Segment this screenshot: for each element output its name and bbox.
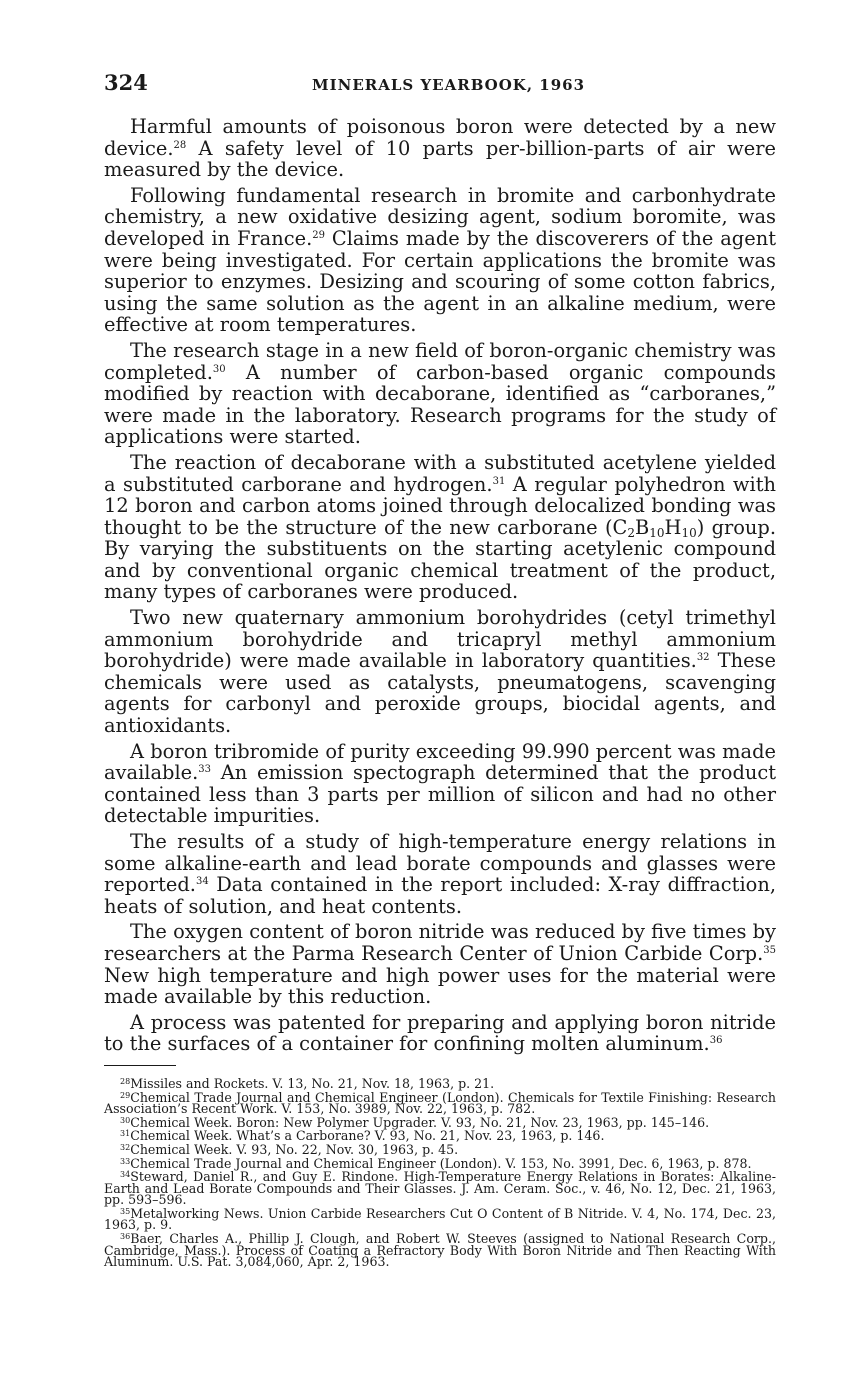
paragraph: A process was patented for preparing and applying boron nitride to the surfaces of a container for confining molten aluminum.$^{36}$ xyxy=(104,1010,776,1056)
footnote: $^{29}$Chemical Trade Journal and Chemical Engineer (London). Chemicals for Textile Finishing: Research Association’s Recent Work. V. 153, No. 3989, Nov. 22, 1963, p. 782. xyxy=(104,1089,776,1117)
footnote-ref: 31 xyxy=(492,475,506,487)
footnote: $^{28}$Missiles and Rockets. V. 13, No. 21, Nov. 18, 1963, p. 21. xyxy=(120,1075,495,1091)
page-header xyxy=(104,70,776,104)
page-number: 324 xyxy=(104,70,148,95)
footnote: $^{31}$Chemical Week. What’s a Carborane? V. 93, No. 21, Nov. 23, 1963, p. 146. xyxy=(120,1128,605,1144)
footnote-ref: 33 xyxy=(198,764,212,776)
paragraph: The research stage in a new field of boron-organic chemistry was completed.$^{30}$ A number of carbon-based organic compounds modified by reaction with decaborane, identified as “carboranes,” were made in the laboratory. Research programs for the study of applications were started. xyxy=(104,338,776,449)
footnote-ref: 34 xyxy=(195,876,209,888)
footnotes xyxy=(104,1075,776,1270)
document-page xyxy=(104,70,776,1270)
footnote: $^{36}$Baer, Charles A., Phillip J. Clough, and Robert W. Steeves (assigned to National Research Corp., Cambridge, Mass.). Process of Coating a Refractory Body With Boron Nitride and Then Reacting With Aluminum. U.S. Pat. 3,084,060, Apr. 2, 1963. xyxy=(104,1231,776,1270)
paragraph: The oxygen content of boron nitride was reduced by five times by researchers at the Parma Research Center of Union Carbide Corp.$^{35}$ New high temperature and high power uses for the material were made available by this reduction. xyxy=(104,920,776,1009)
footnote: $^{33}$Chemical Trade Journal and Chemical Engineer (London). V. 153, No. 3991, Dec. 6, 1963, p. 878. xyxy=(120,1155,752,1171)
footnote: $^{35}$Metalworking News. Union Carbide Researchers Cut O Content of B Nitride. V. 4, No. 174, Dec. 23, 1963, p. 9. xyxy=(104,1205,776,1233)
paragraph: Two new quaternary ammonium borohydrides (cetyl trimethyl ammonium borohydride and tricapryl methyl ammonium borohydride) were made available in laboratory quantities.$^{32}$ These chemicals were used as catalysts, pneumatogens, scavenging agents for carbonyl and peroxide groups, biocidal agents, and antioxidants. xyxy=(104,606,776,738)
paragraph: Following fundamental research in bromite and carbonhydrate chemistry, a new oxidative desizing agent, sodium boromite, was developed in France.$^{29}$ Claims made by the discoverers of the agent were being investigated. For certain applications the bromite was superior to enzymes. Desizing and scouring of some cotton fabrics, using the same solution as the agent in an alkaline medium, were effective at room temperatures. xyxy=(104,183,776,337)
footnote-ref: 32 xyxy=(696,652,710,664)
paragraph: Harmful amounts of poisonous boron were detected by a new device.$^{28}$ A safety level of 10 parts per-billion-parts of air were measured by the device. xyxy=(104,115,776,182)
footnote: $^{32}$Chemical Week. V. 93, No. 22, Nov. 30, 1963, p. 45. xyxy=(120,1141,459,1157)
footnote-ref: 36 xyxy=(709,1035,723,1047)
body-text xyxy=(104,116,776,1055)
footnote-ref: 35 xyxy=(763,944,776,956)
footnote-ref: 30 xyxy=(212,363,226,375)
paragraph: A boron tribromide of purity exceeding 99.990 percent was made available.$^{33}$ An emission spectograph determined that the product contained less than 3 parts per million of silicon and had no other detectable impurities. xyxy=(104,739,776,828)
footnote-divider xyxy=(104,1065,176,1066)
running-head: MINERALS YEARBOOK, 1963 xyxy=(312,76,586,94)
footnote-ref: 29 xyxy=(312,229,325,241)
footnote: $^{30}$Chemical Week. Boron: New Polymer Upgrader. V. 93, No. 21, Nov. 23, 1963, pp. 145–146. xyxy=(120,1114,710,1130)
footnote-ref: 28 xyxy=(173,139,187,151)
paragraph: The results of a study of high-temperature energy relations in some alkaline-earth and lead borate compounds and glasses were reported.$^{34}$ Data contained in the report included: X-ray diffraction, heats of solution, and heat contents. xyxy=(104,830,776,918)
footnote: $^{34}$Steward, Daniel R., and Guy E. Rindone. High-Temperature Energy Relations in Borates: Alkaline-Earth and Lead Borate Compounds and Their Glasses. J. Am. Ceram. Soc., v. 46, No. 12, Dec. 21, 1963, pp. 593–596. xyxy=(104,1169,776,1208)
paragraph: The reaction of decaborane with a substituted acetylene yielded a substituted carborane and hydrogen.$^{31}$ A regular polyhedron with 12 boron and carbon atoms joined through delocalized bonding was thought to be the structure of the new carborane $(C_2B_{10}H_{10})$ group. By varying the substituents on the starting acetylenic compound and by conventional organic chemical treatment of the product, many types of carboranes were produced. xyxy=(104,450,776,604)
